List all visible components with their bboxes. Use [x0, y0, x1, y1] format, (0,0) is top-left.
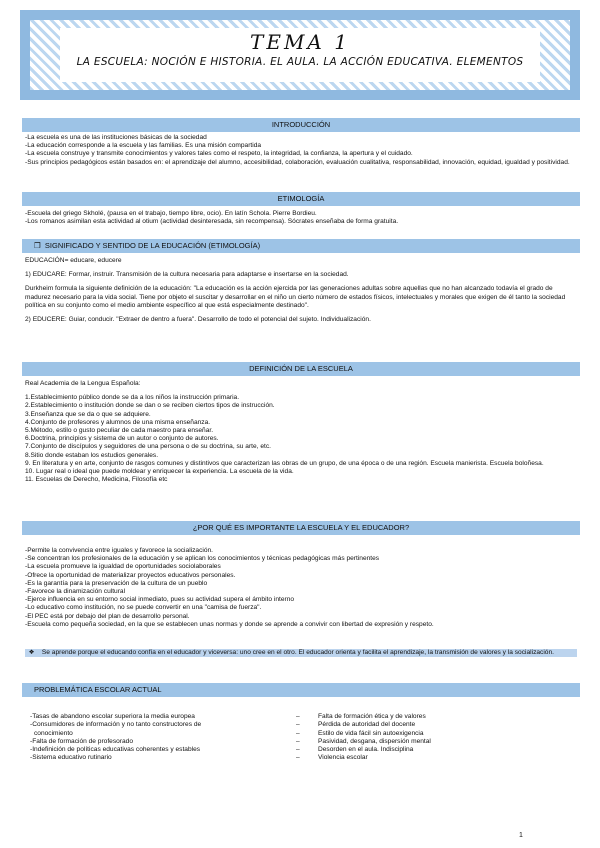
importancia-line: -Permite la convivencia entre iguales y favorece la socialización. — [25, 547, 214, 554]
problem-item: – Desorden en el aula. Indisciplina — [296, 746, 414, 754]
importancia-line: -Favorece la dinamización cultural — [25, 588, 126, 596]
importancia-line: -El PEC está por debajo del plan de desarrollo personal. — [25, 612, 190, 620]
durkheim-paragraph: Durkheim formula la siguiente definición de la educación: "La educación es la acción ejercida por las generaciones adultas sobre aquellas que no han alcanzado todavía el grado de madurez necesario para la vida social. Tiene por objeto el suscitar y desarrollar en el niño un cierto número de estados físicos, intelectuales y morales que exigen de él tanto la sociedad política en su conjunto como el medio ambiente específico al que está especialmente destinado". — [25, 285, 566, 309]
etimologia-list — [25, 210, 577, 226]
problem-item: – Pasividad, desgana, dispersión mental — [296, 737, 431, 745]
importancia-list — [25, 547, 577, 629]
section-heading-significado — [22, 239, 580, 253]
definicion-item: 11. Escuelas de Derecho, Medicina, Filosofía etc — [25, 476, 168, 484]
problematica-left-list — [30, 713, 270, 763]
definicion-item: 8.Sitio donde estaban los estudios generales. — [25, 451, 159, 459]
problem-item: -Falta de formación de profesorado — [30, 737, 133, 745]
definicion-item: 2.Establecimiento o institución donde se dan o se reciben ciertos tipos de instrucción. — [25, 402, 275, 410]
section-heading-introduccion: INTRODUCCIÓN — [22, 118, 580, 132]
page-title: TEMA 1 — [250, 30, 350, 54]
problematica-right-list — [296, 713, 536, 763]
section-heading-etimologia: ETIMOLOGÍA — [22, 192, 580, 206]
importancia-line: -La escuela promueve la igualdad de oportunidades sociolaborales — [25, 563, 221, 571]
section-heading-problematica: PROBLEMÁTICA ESCOLAR ACTUAL — [22, 683, 580, 697]
significado-heading-text: SIGNIFICADO Y SENTIDO DE LA EDUCACIÓN (ETIMOLOGÍA) — [44, 241, 261, 250]
importancia-line: -Ejerce influencia en su entorno social inmediato, pues su actividad supera el ámbito interno — [25, 596, 295, 604]
definicion-intro: Real Academia de la Lengua Española: — [25, 380, 141, 387]
intro-line: -La escuela construye y transmite conocimientos y valores tales como el respeto, la integridad, la confianza, la apertura y el cuidado. — [25, 150, 413, 158]
page-subtitle: LA ESCUELA: NOCIÓN E HISTORIA. EL AULA. LA ACCIÓN EDUCATIVA. ELEMENTOS — [76, 56, 524, 68]
definicion-item: 9. En literatura y en arte, conjunto de rasgos comunes y distintivos que caracterizan las obras de un grupo, de una época o de una región. Escuela manierista. Escuela boloñesa. — [25, 459, 544, 467]
educere-paragraph: 2) EDUCERE: Guiar, conducir. "Extraer de dentro a fuera". Desarrollo de todo el potencial del sujeto. Individualización. — [25, 316, 371, 324]
problem-item: – Falta de formación ética y de valores — [296, 713, 426, 720]
dash-icon: – — [296, 737, 318, 745]
significado-intro: EDUCACIÓN= educare, educere — [25, 257, 122, 264]
intro-line: -La escuela es una de las instituciones básicas de la sociedad — [25, 134, 207, 141]
problem-item: -Consumidores de información y no tanto constructores de — [30, 721, 202, 729]
dash-icon: – — [296, 754, 318, 762]
bullet-icon: ❒ — [34, 241, 45, 250]
title-banner — [20, 10, 580, 100]
definicion-item: 4.Conjunto de profesores y alumnos de una misma enseñanza. — [25, 418, 211, 426]
diamond-bullet-icon: ❖ — [25, 649, 42, 656]
importancia-line: -Ofrece la oportunidad de materializar proyectos educativos personales. — [25, 571, 236, 579]
section-heading-importancia: ¿POR QUÉ ES IMPORTANTE LA ESCUELA Y EL EDUCADOR? — [22, 521, 580, 535]
definicion-item: 10. Lugar real o ideal que puede moldear y enriquecer la experiencia. La escuela de la vida. — [25, 468, 294, 476]
importancia-line: -Escuela como pequeña sociedad, en la que se establecen unas normas y donde se aprende a convivir con libertad de expresión y respeto. — [25, 620, 434, 628]
problem-item: -Sistema educativo rutinario — [30, 754, 112, 762]
definicion-item: 5.Método, estilo o gusto peculiar de cada maestro para enseñar. — [25, 427, 214, 435]
problem-item: -Tasas de abandono escolar superiora la media europea — [30, 713, 195, 720]
page-number: 1 — [519, 832, 523, 839]
intro-line: -Sus principios pedagógicos están basados en: el aprendizaje del alumno, accesibilidad, colaboración, evaluación cualitativa, responsabilidad, innovación, equidad, igualdad y positividad. — [25, 158, 570, 166]
dash-icon: – — [296, 721, 318, 729]
problem-item: – Pérdida de autoridad del docente — [296, 721, 416, 729]
importancia-line: -Es la garantía para la preservación de la cultura de un pueblo — [25, 579, 208, 587]
problem-item: -Indefinición de políticas educativas coherentes y estables — [30, 746, 201, 754]
definicion-list — [25, 380, 577, 484]
importancia-line: -Se concentran los profesionales de la educación y se aplican los conocimientos y técnicas pedagógicas más pertinentes — [25, 555, 380, 563]
dash-icon: – — [296, 746, 318, 754]
importancia-line: -Lo educativo como institución, no se puede convertir en una "camisa de fuerza". — [25, 604, 262, 612]
intro-list — [25, 134, 577, 167]
definicion-item: 7.Conjunto de discípulos y seguidores de una persona o de su doctrina, su arte, etc. — [25, 443, 271, 451]
section-heading-definicion: DEFINICIÓN DE LA ESCUELA — [22, 362, 580, 376]
problem-item: – Estilo de vida fácil sin autoexigencia — [296, 729, 424, 737]
problem-item: conocimiento — [34, 729, 73, 737]
definicion-item: 1.Establecimiento público donde se da a los niños la instrucción primaria. — [25, 394, 240, 402]
dash-icon: – — [296, 729, 318, 737]
etimologia-line: -Los romanos asimilan esta actividad al otium (actividad desinteresada, sin recompensa). Sócrates enseñaba de forma gratuita. — [25, 218, 399, 226]
highlight-text: Se aprende porque el educando confía en el educador y viceversa: uno cree en el otro. El educador orienta y facilita el aprendizaje, la transmisión de valores y la socialización. — [41, 649, 554, 656]
educare-paragraph: 1) EDUCARE: Formar, instruir. Transmisión de la cultura necesaria para adaptarse e insertarse en la sociedad. — [25, 271, 349, 279]
definicion-item: 3.Enseñanza que se da o que se adquiere. — [25, 410, 151, 418]
significado-body — [25, 257, 577, 324]
highlight-note — [25, 649, 577, 657]
etimologia-line: -Escuela del griego Skholé, (pausa en el trabajo, tiempo libre, ocio). En latín Schola. Pierre Bordieu. — [25, 210, 317, 217]
problem-item: – Violencia escolar — [296, 754, 368, 762]
intro-line: -La educación corresponde a la escuela y las familias. Es una misión compartida — [25, 142, 262, 150]
definicion-item: 6.Doctrina, principios y sistema de un autor o conjunto de autores. — [25, 435, 219, 443]
dash-icon: – — [296, 713, 318, 720]
